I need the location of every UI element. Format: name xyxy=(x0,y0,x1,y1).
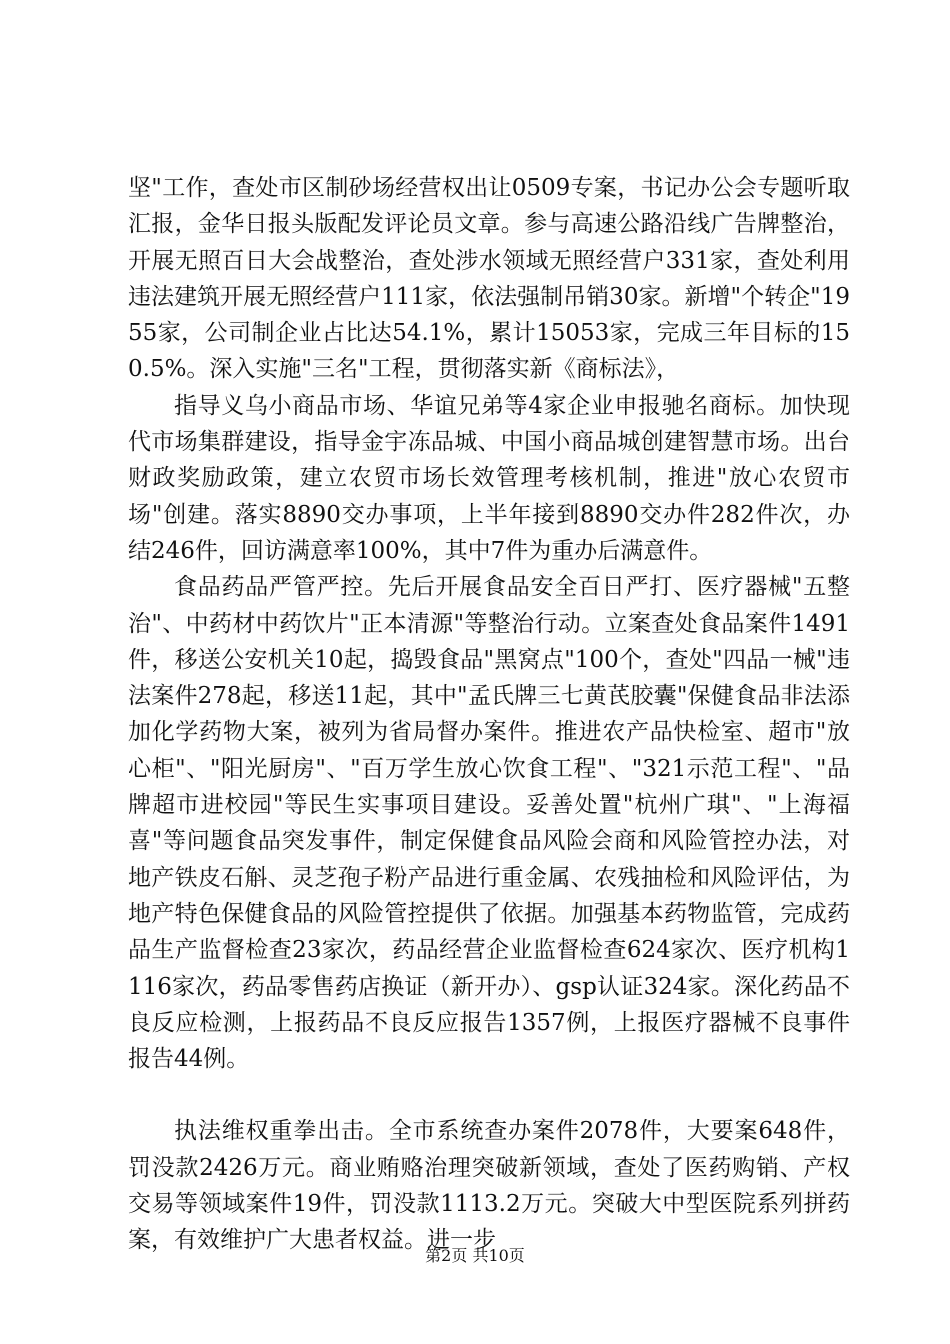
paragraph-spacer xyxy=(128,1077,850,1113)
page-footer: 第2页 共10页 xyxy=(425,1246,525,1265)
document-body xyxy=(128,170,850,1259)
paragraph-2: 指导义乌小商品市场、华谊兄弟等4家企业申报驰名商标。加快现代市场集群建设，指导金宇冻品城、中国小商品城创建智慧市场。出台财政奖励政策，建立农贸市场长效管理考核机制，推进"放心农贸市场"创建。落实8890交办事项，上半年接到8890交办件282件次，办结246件，回访满意率100%，其中7件为重办后满意件。 xyxy=(128,392,850,564)
paragraph-4: 执法维权重拳出击。全市系统查办案件2078件，大要案648件，罚没款2426万元。商业贿赂治理突破新领域，查处了医药购销、产权交易等领域案件19件，罚没款1113.2万元。突破大中型医院系列拼药案，有效维护广大患者权益。进一步 xyxy=(128,1118,850,1254)
paragraph-1: 坚"工作，查处市区制砂场经营权出让0509专案，书记办公会专题听取汇报，金华日报头版配发评论员文章。参与高速公路沿线广告牌整治，开展无照百日大会战整治，查处涉水领域无照经营户331家，查处利用违法建筑开展无照经营户111家，依法强制吊销30家。新增"个转企"1955家，公司制企业占比达54.1%，累计15053家，完成三年目标的150.5%。深入实施"三名"工程，贯彻落实新《商标法》， xyxy=(128,175,850,383)
paragraph-3: 食品药品严管严控。先后开展食品安全百日严打、医疗器械"五整治"、中药材中药饮片"正本清源"等整治行动。立案查处食品案件1491件，移送公安机关10起，捣毁食品"黑窝点"100个，查处"四品一械"违法案件278起，移送11起，其中"孟氏牌三七黄芪胶囊"保健食品非法添加化学药物大案，被列为省局督办案件。推进农产品快检室、超市"放心柜"、"阳光厨房"、"百万学生放心饮食工程"、"321示范工程"、"品牌超市进校园"等民生实事项目建设。妥善处置"杭州广琪"、"上海福喜"等问题食品突发事件，制定保健食品风险会商和风险管控办法，对地产铁皮石斛、灵芝孢子粉产品进行重金属、农残抽检和风险评估，为地产特色保健食品的风险管控提供了依据。加强基本药物监管，完成药品生产监督检查23家次，药品经营企业监督检查624家次、医疗机构1116家次，药品零售药店换证（新开办）、gsp认证324家。深化药品不良反应检测，上报药品不良反应报告1357例，上报医疗器械不良事件报告44例。 xyxy=(128,574,850,1073)
